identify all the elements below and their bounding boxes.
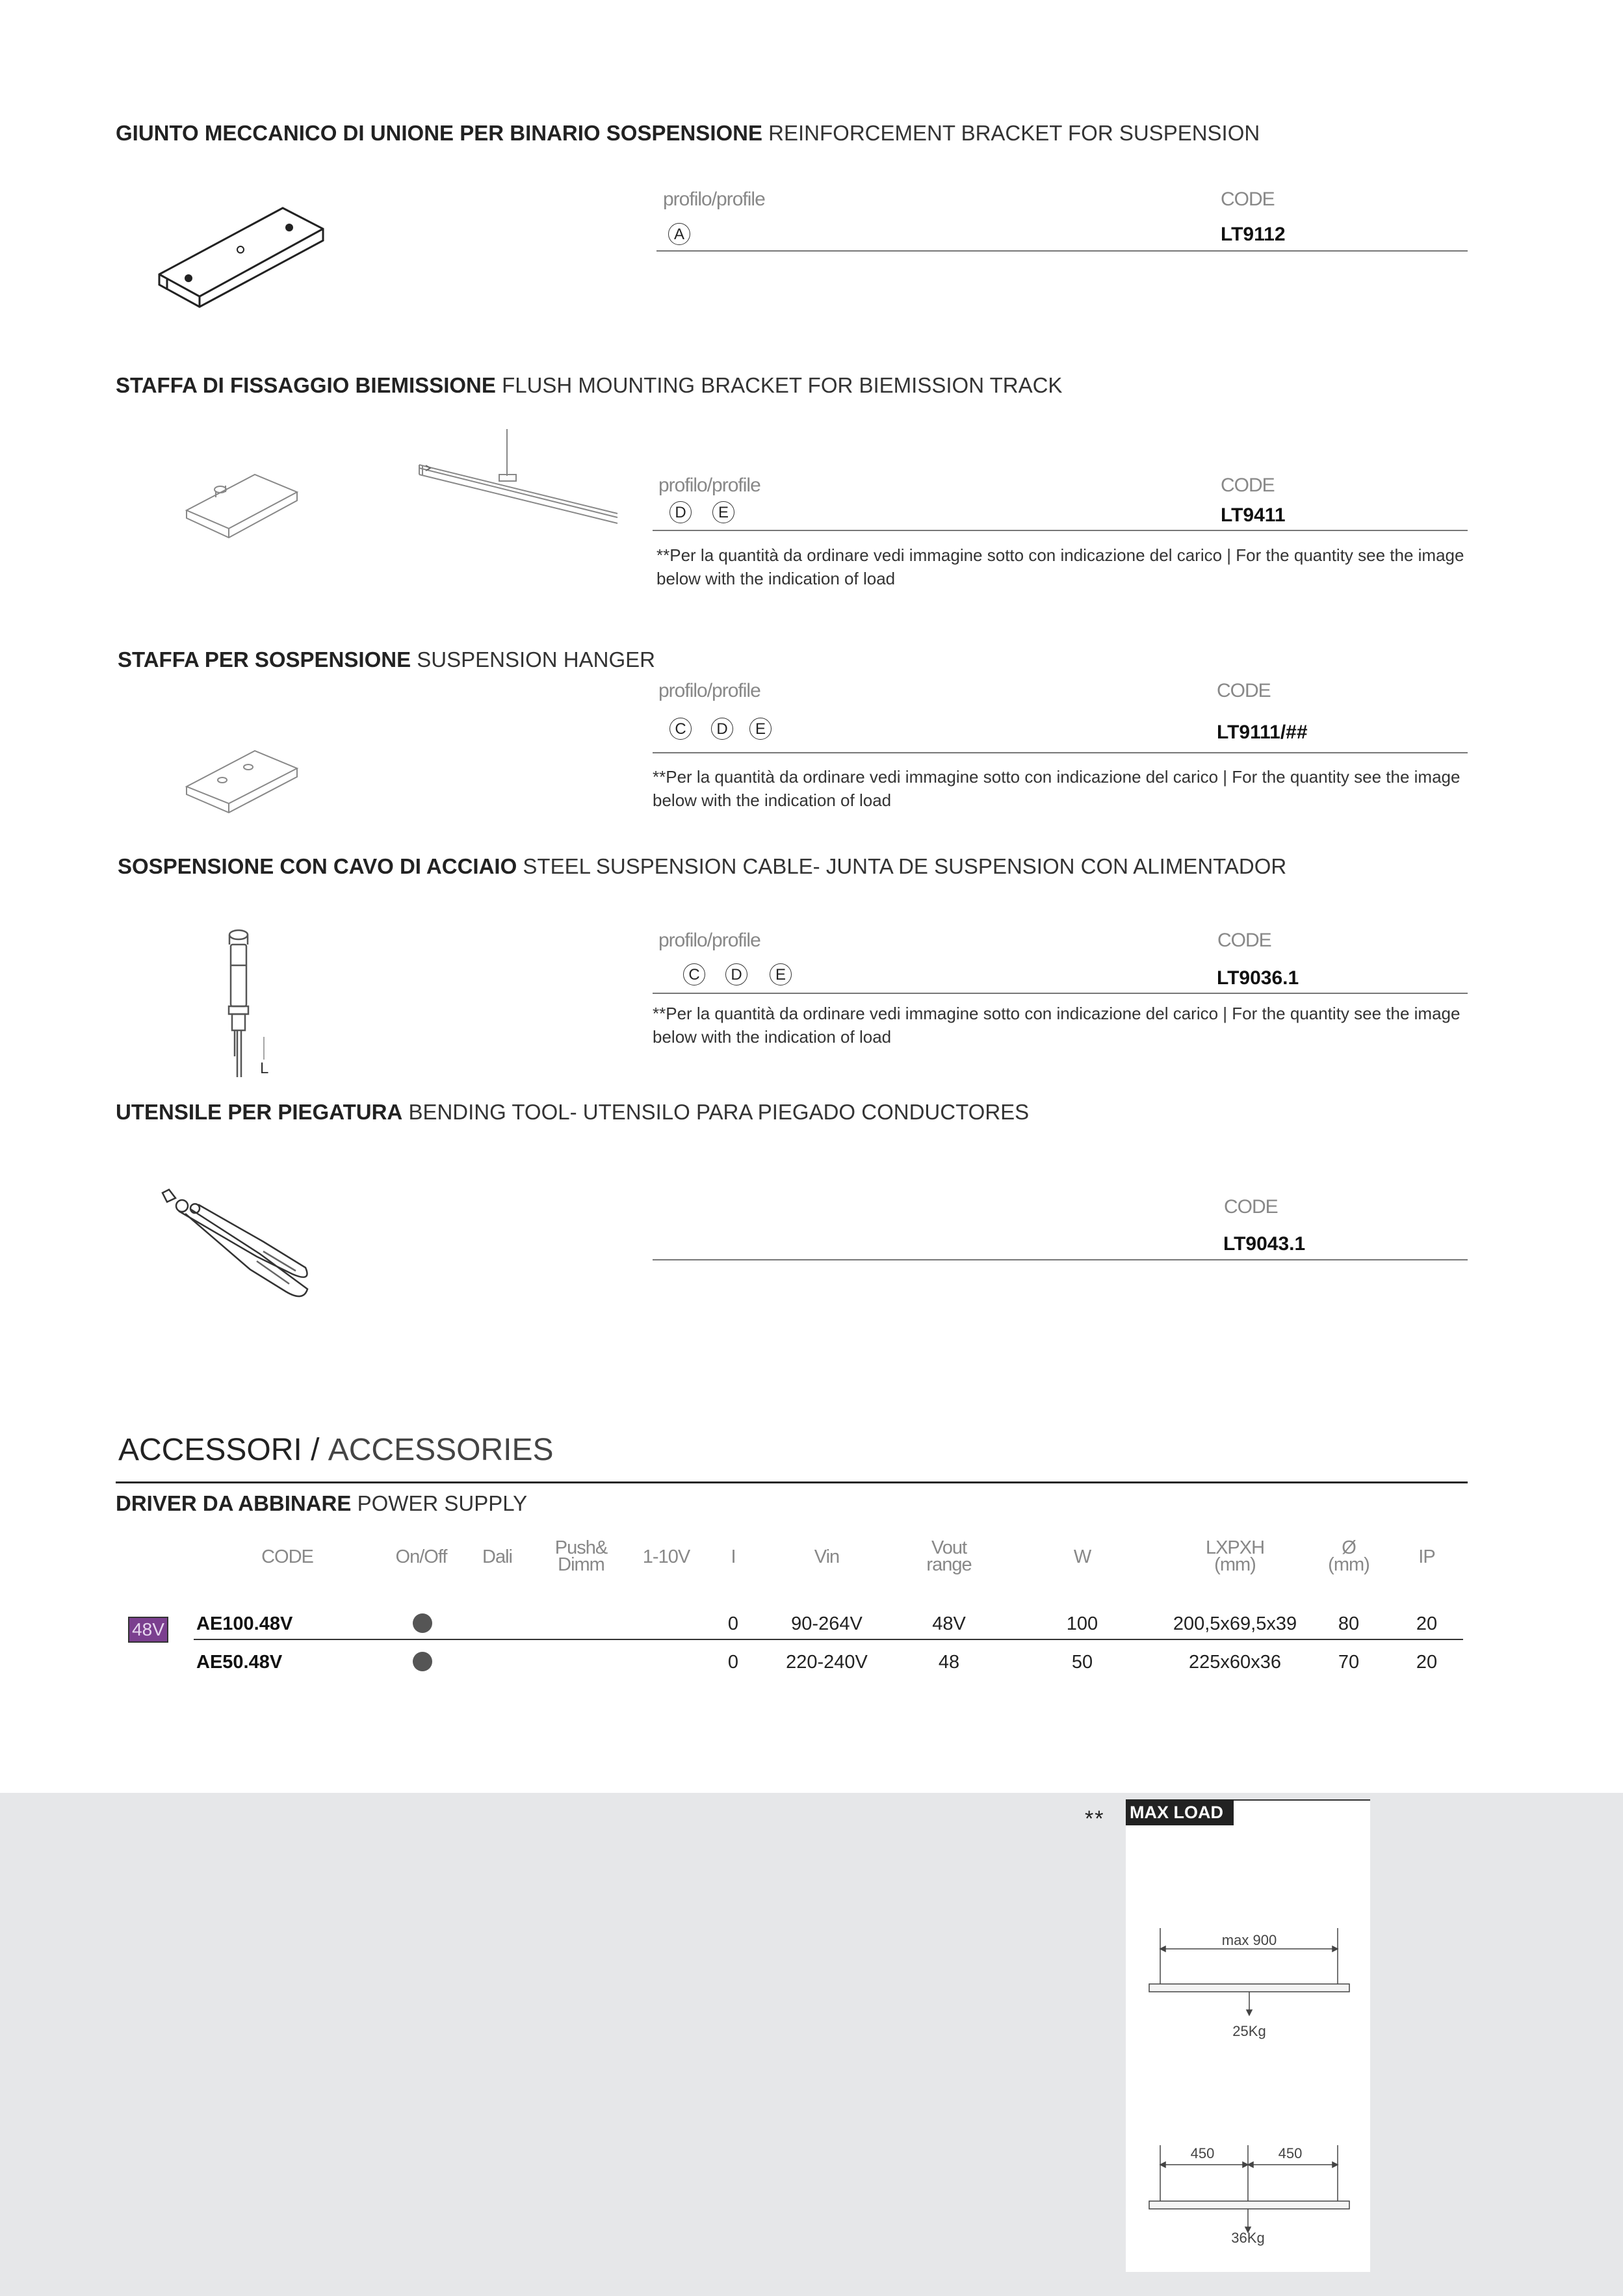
profile-badge-e: E (712, 501, 734, 523)
footer-band (0, 1793, 1623, 2296)
row-code: AE100.48V (196, 1613, 293, 1634)
profile-label: profilo/profile (658, 475, 760, 496)
col-w: W (1073, 1546, 1091, 1567)
load-note: **Per la quantità da ordinare vedi immagine sotto con indicazione del carico | For the quantity see the image below with the indication of load (653, 767, 1461, 810)
col-vout-range: Vout range (926, 1537, 972, 1575)
accessories-rule (116, 1481, 1468, 1483)
profile-badge-d: D (725, 963, 747, 985)
profile-label: profilo/profile (663, 189, 765, 210)
row-vin: 90-264V (791, 1613, 863, 1634)
product-code: LT9111/## (1217, 722, 1308, 743)
title-light: BENDING TOOL- UTENSILO PARA PIEGADO CONDUCTORES (408, 1100, 1030, 1124)
profile-badge-c: C (683, 963, 705, 985)
code-label: CODE (1221, 475, 1275, 496)
row-vout: 48 (938, 1652, 960, 1673)
section-title-reinforcement-bracket (116, 121, 1260, 146)
title-bold: UTENSILE PER PIEGATURA (116, 1100, 403, 1124)
load-note: **Per la quantità da ordinare vedi immagine sotto con indicazione del carico | For the quantity see the image below with the indication of load (653, 1004, 1461, 1047)
profile-label: profilo/profile (658, 680, 760, 701)
length-label: L (260, 1060, 269, 1077)
load-label: 36Kg (1231, 2230, 1265, 2246)
code-label: CODE (1224, 1196, 1278, 1218)
span-left-label: 450 (1190, 2145, 1215, 2161)
bending-tool-drawing (159, 1186, 315, 1294)
col-code: CODE (261, 1546, 313, 1567)
max-load-label: MAX LOAD (1126, 1799, 1234, 1825)
track-profile-drawing (416, 429, 621, 540)
row-w: 50 (1071, 1652, 1093, 1673)
profile-badge-a: A (668, 223, 690, 245)
product-code: LT9411 (1221, 504, 1286, 526)
col-diameter: Ø (mm) (1328, 1537, 1370, 1575)
load-label: 25Kg (1232, 2023, 1266, 2039)
title-light: REINFORCEMENT BRACKET FOR SUSPENSION (768, 121, 1260, 145)
reinforcement-bracket-drawing (153, 202, 328, 306)
col-vin: Vin (814, 1546, 840, 1567)
subtitle-bold: DRIVER DA ABBINARE (116, 1491, 352, 1515)
row-w: 100 (1066, 1613, 1098, 1634)
onoff-dot (413, 1652, 432, 1671)
heading-light: ACCESSORIES (328, 1433, 554, 1467)
divider (656, 250, 1468, 252)
product-code: LT9112 (1221, 224, 1286, 245)
row-i: 0 (727, 1652, 739, 1673)
product-code: LT9036.1 (1217, 967, 1299, 989)
profile-badge-e: E (770, 963, 792, 985)
profile-badge-d: D (711, 718, 733, 740)
section-title-bending-tool (116, 1100, 1029, 1125)
profile-label: profilo/profile (658, 930, 760, 951)
subtitle-light: POWER SUPPLY (357, 1491, 528, 1515)
row-diameter: 70 (1338, 1652, 1360, 1673)
row-i: 0 (727, 1613, 739, 1634)
col-ip: IP (1418, 1546, 1435, 1567)
profile-badge-c: C (669, 718, 692, 740)
col-push-dimm: Push& Dimm (554, 1537, 608, 1575)
row-diameter: 80 (1338, 1613, 1360, 1634)
title-bold: SOSPENSIONE CON CAVO DI ACCIAIO (118, 854, 517, 878)
suspension-hanger-drawing (183, 741, 300, 813)
title-bold: STAFFA PER SOSPENSIONE (118, 647, 411, 672)
title-bold: STAFFA DI FISSAGGIO BIEMISSIONE (116, 373, 496, 397)
row-vout: 48V (932, 1613, 966, 1634)
code-label: CODE (1217, 680, 1271, 701)
load-diagram-single (1144, 1911, 1358, 2041)
product-code: LT9043.1 (1223, 1233, 1306, 1255)
divider (653, 752, 1468, 753)
suspension-cable-drawing (218, 926, 276, 1082)
col-onoff: On/Off (395, 1546, 447, 1567)
span-label: max 900 (1221, 1932, 1277, 1948)
col-1-10v: 1-10V (642, 1546, 690, 1567)
voltage-badge: 48V (128, 1617, 168, 1643)
divider (653, 1259, 1468, 1260)
section-title-steel-suspension-cable (118, 854, 1286, 879)
title-light: FLUSH MOUNTING BRACKET FOR BIEMISSION TRACK (502, 373, 1063, 397)
power-supply-subtitle (116, 1491, 527, 1516)
code-label: CODE (1217, 930, 1271, 951)
code-label: CODE (1221, 189, 1275, 210)
title-bold: GIUNTO MECCANICO DI UNIONE PER BINARIO SOSPENSIONE (116, 121, 762, 145)
heading-main: ACCESSORI / (118, 1433, 320, 1467)
row-vin: 220-240V (786, 1652, 868, 1673)
span-right-label: 450 (1278, 2145, 1303, 2161)
row-dims: 225x60x36 (1189, 1652, 1281, 1673)
divider (653, 993, 1468, 994)
col-i: I (731, 1546, 736, 1567)
section-title-suspension-hanger (118, 647, 655, 672)
profile-badge-e: E (749, 718, 772, 740)
row-ip: 20 (1416, 1613, 1438, 1634)
row-dims: 200,5x69,5x39 (1173, 1613, 1297, 1634)
row-divider (194, 1639, 1463, 1640)
row-ip: 20 (1416, 1652, 1438, 1673)
section-title-flush-mounting-bracket (116, 373, 1062, 398)
divider (653, 530, 1468, 531)
title-light: STEEL SUSPENSION CABLE- JUNTA DE SUSPENSION CON ALIMENTADOR (523, 854, 1287, 878)
load-note: **Per la quantità da ordinare vedi immagine sotto con indicazione del carico | For the quantity see the image below with the indication of load (656, 545, 1464, 588)
asterisks: ** (1085, 1807, 1105, 1831)
profile-badge-d: D (669, 501, 692, 523)
row-code: AE50.48V (196, 1652, 283, 1673)
col-lxpxh: LXPXH (mm) (1205, 1537, 1265, 1575)
onoff-dot (413, 1613, 432, 1633)
title-light: SUSPENSION HANGER (417, 647, 655, 672)
flush-bracket-drawing (183, 465, 300, 543)
accessories-heading (118, 1432, 554, 1468)
col-dali: Dali (482, 1546, 512, 1567)
